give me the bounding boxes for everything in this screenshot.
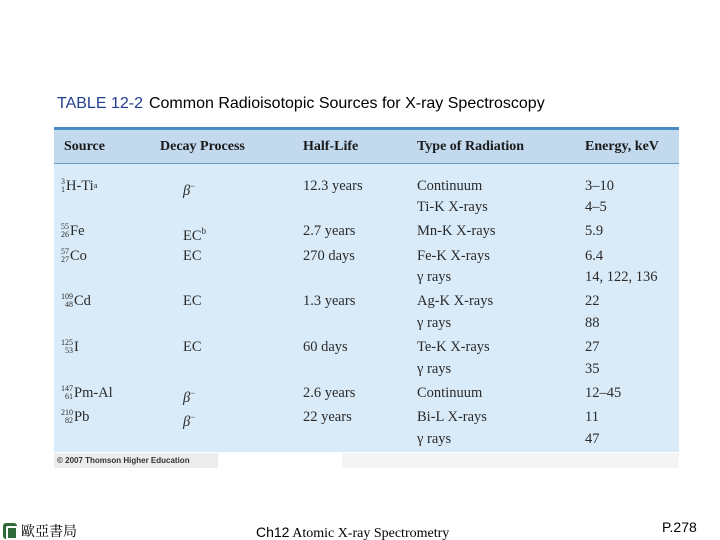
energy-cell: 12–45 bbox=[585, 385, 622, 401]
radiation-cell: γ rays bbox=[417, 315, 452, 331]
half-life-cell: 2.7 years bbox=[303, 223, 356, 239]
radiation-cell: Fe-K X-rays bbox=[417, 248, 490, 264]
decay-cell: β− bbox=[183, 388, 196, 406]
header-radiation-type: Type of Radiation bbox=[417, 139, 525, 154]
decay-cell: EC bbox=[183, 339, 202, 355]
decay-cell: EC bbox=[183, 248, 202, 264]
half-life-cell: 1.3 years bbox=[303, 293, 356, 309]
source-cell: 55 26 Fe bbox=[61, 222, 85, 239]
half-life-cell: 12.3 years bbox=[303, 178, 363, 194]
table-number: TABLE 12-2 bbox=[57, 95, 143, 112]
decay-cell: EC bbox=[183, 293, 202, 309]
radiation-cell: Ti-K X-rays bbox=[417, 199, 488, 215]
radiation-cell: γ rays bbox=[417, 431, 452, 447]
source-cell: 147 61 Pm-Al bbox=[61, 384, 113, 401]
energy-cell: 88 bbox=[585, 315, 600, 331]
table-title bbox=[57, 95, 545, 113]
page-number: P.278 bbox=[662, 519, 697, 535]
header-half-life: Half-Life bbox=[303, 139, 359, 154]
decay-cell: $EC^b$ bbox=[183, 226, 207, 244]
half-life-cell: 2.6 years bbox=[303, 385, 356, 401]
header-decay-process: Decay Process bbox=[160, 139, 245, 154]
header-energy: Energy, keV bbox=[585, 139, 659, 154]
energy-cell: 47 bbox=[585, 431, 600, 447]
copyright-notice: © 2007 Thomson Higher Education bbox=[54, 453, 218, 468]
radiation-cell: γ rays bbox=[417, 361, 452, 377]
isotope-table bbox=[54, 127, 679, 452]
source-cell: 109 48 Cd bbox=[61, 292, 91, 309]
publisher-logo bbox=[3, 521, 77, 540]
half-life-cell: 22 years bbox=[303, 409, 352, 425]
radiation-cell: Te-K X-rays bbox=[417, 339, 490, 355]
table-caption: Common Radioisotopic Sources for X-ray Spectroscopy bbox=[148, 95, 545, 112]
energy-cell: 27 bbox=[585, 339, 600, 355]
radiation-cell: Continuum bbox=[417, 178, 483, 194]
energy-cell: 14, 122, 136 bbox=[585, 269, 658, 285]
source-cell: 210 82 Pb bbox=[61, 408, 90, 425]
radiation-cell: Mn-K X-rays bbox=[417, 223, 496, 239]
source-cell: 57 27 Co bbox=[61, 247, 87, 264]
chapter-footer bbox=[256, 524, 449, 540]
radiation-cell: Continuum bbox=[417, 385, 483, 401]
table-header-row bbox=[54, 130, 679, 164]
radiation-cell: Bi-L X-rays bbox=[417, 409, 487, 425]
half-life-cell: 60 days bbox=[303, 339, 348, 355]
energy-cell: 35 bbox=[585, 361, 600, 377]
chapter-title: Atomic X-ray Spectrometry bbox=[292, 526, 450, 540]
energy-cell: 11 bbox=[585, 409, 599, 425]
publisher-logo-icon bbox=[3, 523, 17, 539]
energy-cell: 3–10 bbox=[585, 178, 614, 194]
source-cell: 125 53 I bbox=[61, 338, 79, 355]
energy-cell: 22 bbox=[585, 293, 600, 309]
chapter-number: Ch12 bbox=[256, 524, 290, 540]
energy-cell: 4–5 bbox=[585, 199, 607, 215]
header-source: Source bbox=[64, 139, 105, 154]
radiation-cell: γ rays bbox=[417, 269, 452, 285]
energy-cell: 5.9 bbox=[585, 223, 604, 239]
image-edge-strip bbox=[342, 453, 679, 468]
decay-cell: β− bbox=[183, 181, 196, 199]
decay-cell: β− bbox=[183, 412, 196, 430]
radiation-cell: Ag-K X-rays bbox=[417, 293, 494, 309]
publisher-name: 歐亞書局 bbox=[21, 523, 77, 539]
half-life-cell: 270 days bbox=[303, 248, 355, 264]
source-cell: 3 1 H-Ti a bbox=[61, 177, 98, 194]
energy-cell: 6.4 bbox=[585, 248, 604, 264]
